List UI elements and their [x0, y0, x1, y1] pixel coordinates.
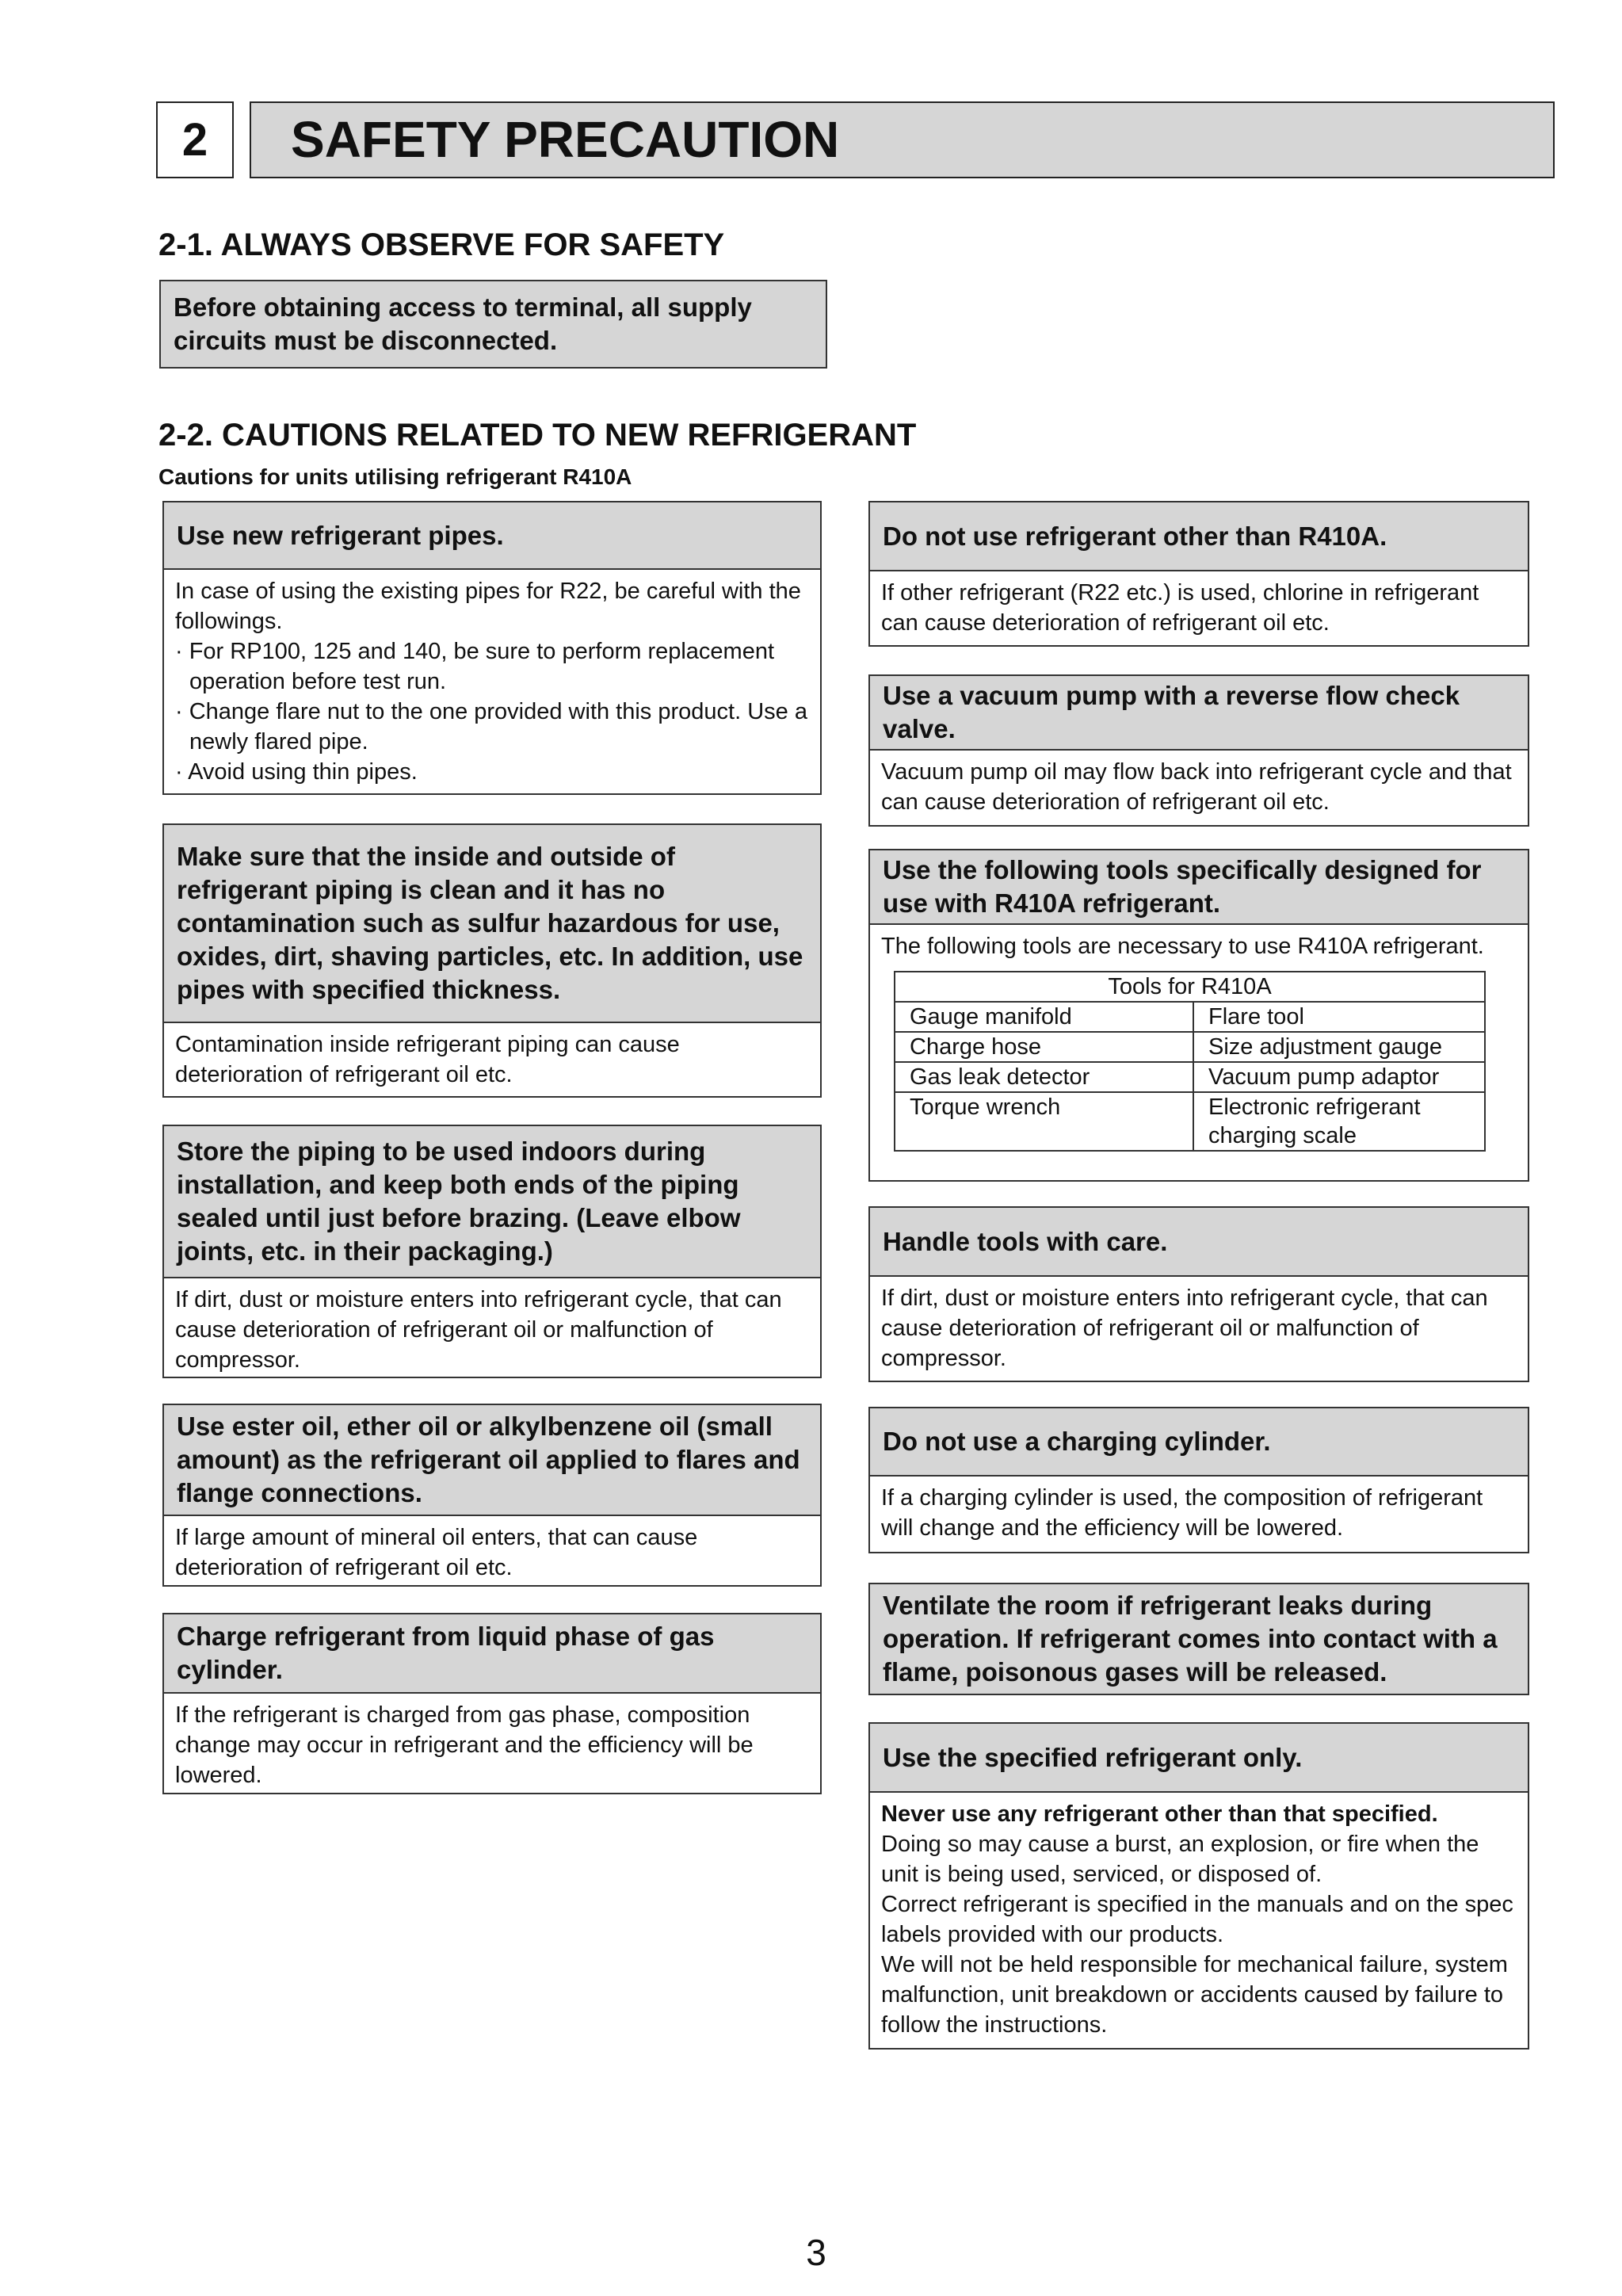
- heading-2-2: 2-2. CAUTIONS RELATED TO NEW REFRIGERANT: [158, 418, 917, 453]
- card-new-pipes: [162, 501, 822, 795]
- card-vacuum-pump: [868, 674, 1529, 827]
- card-body: [870, 1277, 1528, 1380]
- table-row: [895, 1002, 1485, 1032]
- card-title: Handle tools with care.: [870, 1208, 1528, 1277]
- subheading-r410a: Cautions for units utilising refrigerant R410A: [158, 464, 632, 489]
- card-title: Use the specified refrigerant only.: [870, 1724, 1528, 1793]
- body-line: If large amount of mineral oil enters, that can cause deterioration of refrigerant oil etc.: [175, 1525, 698, 1580]
- card-title: Use new refrigerant pipes.: [164, 502, 820, 570]
- body-line: Correct refrigerant is specified in the manuals and on the spec labels provided with our products.: [881, 1892, 1513, 1947]
- card-specified-refrigerant: [868, 1722, 1529, 2050]
- body-line: Contamination inside refrigerant piping can cause deterioration of refrigerant oil etc.: [175, 1032, 680, 1087]
- table-cell: Charge hose: [895, 1032, 1193, 1062]
- page-number: 3: [806, 2232, 826, 2273]
- card-ester-oil: [162, 1404, 822, 1587]
- body-line: If the refrigerant is charged from gas phase, composition change may occur in refrigerant and the efficiency will be lowered.: [175, 1702, 754, 1788]
- card-r410a-only: [868, 501, 1529, 647]
- body-line: In case of using the existing pipes for R22, be careful with the followings.: [175, 579, 801, 634]
- heading-2-1: 2-1. ALWAYS OBSERVE FOR SAFETY: [158, 227, 725, 262]
- table-cell: Vacuum pump adaptor: [1193, 1062, 1485, 1092]
- card-body: [164, 1516, 820, 1589]
- card-body: [164, 1694, 820, 1797]
- card-body: [870, 1793, 1528, 2046]
- card-body: [870, 571, 1528, 644]
- table-cell: Torque wrench: [895, 1092, 1193, 1151]
- tools-table-caption: Tools for R410A: [895, 972, 1485, 1002]
- safety-warning-box: Before obtaining access to terminal, all supply circuits must be disconnected.: [159, 280, 827, 369]
- card-body: [870, 751, 1528, 823]
- body-line: If other refrigerant (R22 etc.) is used, chlorine in refrigerant can cause deterioration of refrigerant oil etc.: [881, 580, 1479, 636]
- section-title: SAFETY PRECAUTION: [250, 101, 1555, 178]
- card-charging-cylinder: [868, 1407, 1529, 1553]
- card-body: [870, 1477, 1528, 1549]
- body-line: Doing so may cause a burst, an explosion, or fire when the unit is being used, serviced, or disposed of.: [881, 1832, 1479, 1887]
- table-cell: Electronic refrigerant charging scale: [1193, 1092, 1485, 1151]
- card-title: Use a vacuum pump with a reverse flow check valve.: [870, 676, 1528, 751]
- table-row: [895, 1062, 1485, 1092]
- card-handle-tools: [868, 1206, 1529, 1382]
- card-title: Use ester oil, ether oil or alkylbenzene oil (small amount) as the refrigerant oil applied to flares and flange connections.: [164, 1405, 820, 1516]
- table-cell: Flare tool: [1193, 1002, 1485, 1032]
- card-body: [870, 925, 1528, 961]
- tools-table: [894, 971, 1486, 1152]
- table-cell: Size adjustment gauge: [1193, 1032, 1485, 1062]
- table-row: [895, 1092, 1485, 1151]
- body-line: If dirt, dust or moisture enters into refrigerant cycle, that can cause deterioration of refrigerant oil or malfunction of compressor.: [881, 1286, 1488, 1371]
- card-body: [164, 1023, 820, 1096]
- body-bullet: · Avoid using thin pipes.: [175, 759, 418, 785]
- card-store-piping: [162, 1125, 822, 1378]
- body-bullet: · Change flare nut to the one provided with this product. Use a newly flared pipe.: [175, 699, 807, 755]
- card-ventilate: [868, 1583, 1529, 1695]
- table-row: [895, 1032, 1485, 1062]
- body-bullet: · For RP100, 125 and 140, be sure to perform replacement operation before test run.: [175, 639, 775, 694]
- body-line: If dirt, dust or moisture enters into refrigerant cycle, that can cause deterioration of refrigerant oil or malfunction of compressor.: [175, 1287, 782, 1373]
- body-lead: Never use any refrigerant other than that specified.: [881, 1801, 1438, 1827]
- body-line: Vacuum pump oil may flow back into refrigerant cycle and that can cause deterioration of refrigerant oil etc.: [881, 759, 1512, 815]
- card-title: Ventilate the room if refrigerant leaks during operation. If refrigerant comes into contact with a flame, poisonous gases will be released.: [870, 1584, 1528, 1694]
- card-title: Store the piping to be used indoors during installation, and keep both ends of the piping sealed until just before brazing. (Leave elbow joints, etc. in their packaging.): [164, 1126, 820, 1278]
- card-title: Do not use refrigerant other than R410A.: [870, 502, 1528, 571]
- card-body: [164, 1278, 820, 1381]
- body-line: The following tools are necessary to use R410A refrigerant.: [881, 934, 1484, 959]
- card-tools: [868, 849, 1529, 1182]
- card-body: [164, 570, 820, 793]
- card-clean-piping: [162, 823, 822, 1098]
- card-title: Charge refrigerant from liquid phase of gas cylinder.: [164, 1614, 820, 1694]
- section-number: 2: [156, 101, 234, 178]
- card-title: Do not use a charging cylinder.: [870, 1408, 1528, 1477]
- table-cell: Gas leak detector: [895, 1062, 1193, 1092]
- table-cell: Gauge manifold: [895, 1002, 1193, 1032]
- body-line: If a charging cylinder is used, the composition of refrigerant will change and the efficiency will be lowered.: [881, 1485, 1483, 1541]
- card-charge-liquid: [162, 1613, 822, 1794]
- card-title: Use the following tools specifically designed for use with R410A refrigerant.: [870, 850, 1528, 925]
- body-line: We will not be held responsible for mechanical failure, system malfunction, unit breakdown or accidents caused by failure to follow the instructions.: [881, 1952, 1508, 2038]
- card-title: Make sure that the inside and outside of refrigerant piping is clean and it has no contamination such as sulfur hazardous for use, oxides, dirt, shaving particles, etc. In addition, use pipes with specified thickness.: [164, 825, 820, 1023]
